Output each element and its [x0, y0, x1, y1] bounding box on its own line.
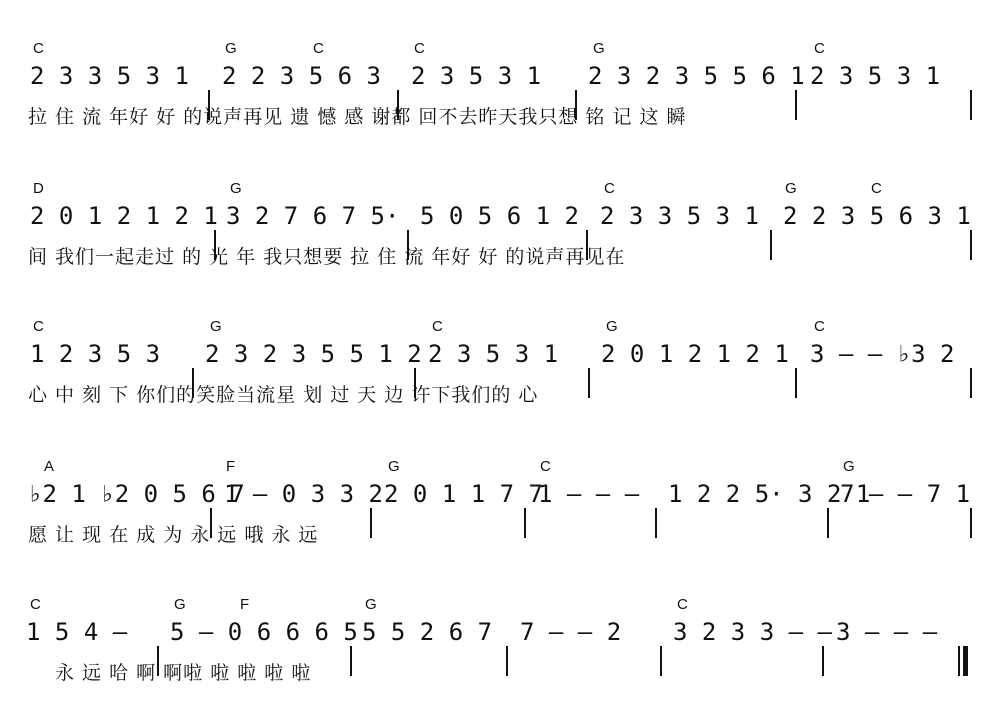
chord-label: G	[210, 318, 222, 335]
measure: 1 – 0 3 3 2	[224, 480, 383, 508]
chord-label: G	[606, 318, 618, 335]
score-line-3	[0, 318, 999, 438]
score-line-1	[0, 40, 999, 160]
chord-label: G	[230, 180, 242, 197]
chord-label: F	[240, 596, 250, 613]
measure: 2 3 5 3 1	[428, 340, 559, 368]
measure: 3 2 7 6 7 5·	[226, 202, 400, 230]
chord-row	[0, 40, 999, 60]
lyrics-text: 心 中 刻 下 你们的笑脸当流星 划 过 天 边 许下我们的 心	[28, 384, 539, 406]
measure: 2 3 2 3 5 5 6 1	[588, 62, 805, 90]
measure: 3 2 3 3 – –	[673, 618, 832, 646]
chord-label: C	[33, 40, 44, 57]
chord-label: C	[604, 180, 615, 197]
chord-label: G	[174, 596, 186, 613]
chord-label: C	[814, 318, 825, 335]
measure: 3 – – ♭3 2	[810, 340, 955, 368]
notation-row	[0, 62, 999, 96]
chord-label: F	[226, 458, 236, 475]
chord-label: C	[33, 318, 44, 335]
score-line-4	[0, 458, 999, 578]
chord-row	[0, 180, 999, 200]
chord-label: G	[785, 180, 797, 197]
measure: 2 0 1 1 7 7	[384, 480, 543, 508]
measure: 5 – 0 6 6 6 5	[170, 618, 358, 646]
chord-label: C	[313, 40, 324, 57]
lyrics-text: 间 我们一起走过 的 光 年 我只想要 拉 住 流 年好 好 的说声再见在	[28, 246, 626, 268]
measure: 2 0 1 2 1 2 1	[601, 340, 789, 368]
measure: 2 3 3 5 3 1	[600, 202, 759, 230]
lyrics-row	[0, 658, 999, 686]
notation-row	[0, 202, 999, 236]
notation-row	[0, 480, 999, 514]
lyrics-row	[0, 102, 999, 130]
chord-label: C	[540, 458, 551, 475]
measure: 1 – – –	[538, 480, 640, 508]
measure: 7 – – 7 1	[840, 480, 971, 508]
measure: 2 2 3 5 6 3	[222, 62, 381, 90]
lyrics-text: 拉 住 流 年好 好 的说声再见 遗 憾 感 谢都 回不去昨天我只想 铭 记 这 瞬	[28, 106, 687, 128]
measure: 1 2 2 5· 3 2 1	[668, 480, 871, 508]
score-line-2	[0, 180, 999, 300]
measure: 7 – – 2	[520, 618, 622, 646]
lyrics-row	[0, 520, 999, 548]
lyrics-row	[0, 380, 999, 408]
measure: 3 – – –	[836, 618, 938, 646]
chord-label: C	[414, 40, 425, 57]
lyrics-text: 永 远 哈 啊 啊啦 啦 啦 啦 啦	[55, 662, 312, 684]
chord-label: D	[33, 180, 44, 197]
measure: 2 3 3 5 3 1	[30, 62, 189, 90]
measure: 1 2 3 5 3	[30, 340, 161, 368]
measure: 2 3 5 3 1	[411, 62, 542, 90]
chord-label: C	[871, 180, 882, 197]
chord-label: G	[388, 458, 400, 475]
lyrics-row	[0, 242, 999, 270]
notation-row	[0, 618, 999, 652]
measure: 2 0 1 2 1 2 1	[30, 202, 218, 230]
chord-label: C	[30, 596, 41, 613]
measure: 2 3 5 3 1	[810, 62, 941, 90]
chord-label: C	[677, 596, 688, 613]
chord-label: C	[814, 40, 825, 57]
chord-row	[0, 458, 999, 478]
measure: 5 5 2 6 7	[362, 618, 493, 646]
chord-row	[0, 596, 999, 616]
measure: 5 0 5 6 1 2	[420, 202, 579, 230]
score-line-5	[0, 596, 999, 716]
chord-label: A	[44, 458, 55, 475]
chord-row	[0, 318, 999, 338]
measure: 1 5 4 –	[26, 618, 128, 646]
chord-label: C	[432, 318, 443, 335]
measure: 2 2 3 5 6 3 1	[783, 202, 971, 230]
lyrics-text: 愿 让 现 在 成 为 永 远 哦 永 远	[28, 524, 319, 546]
chord-label: G	[225, 40, 237, 57]
chord-label: G	[843, 458, 855, 475]
chord-label: G	[365, 596, 377, 613]
measure: ♭2 1 ♭2 0 5 6 7	[28, 480, 245, 508]
chord-label: G	[593, 40, 605, 57]
measure: 2 3 2 3 5 5 1 2	[205, 340, 422, 368]
notation-row	[0, 340, 999, 374]
